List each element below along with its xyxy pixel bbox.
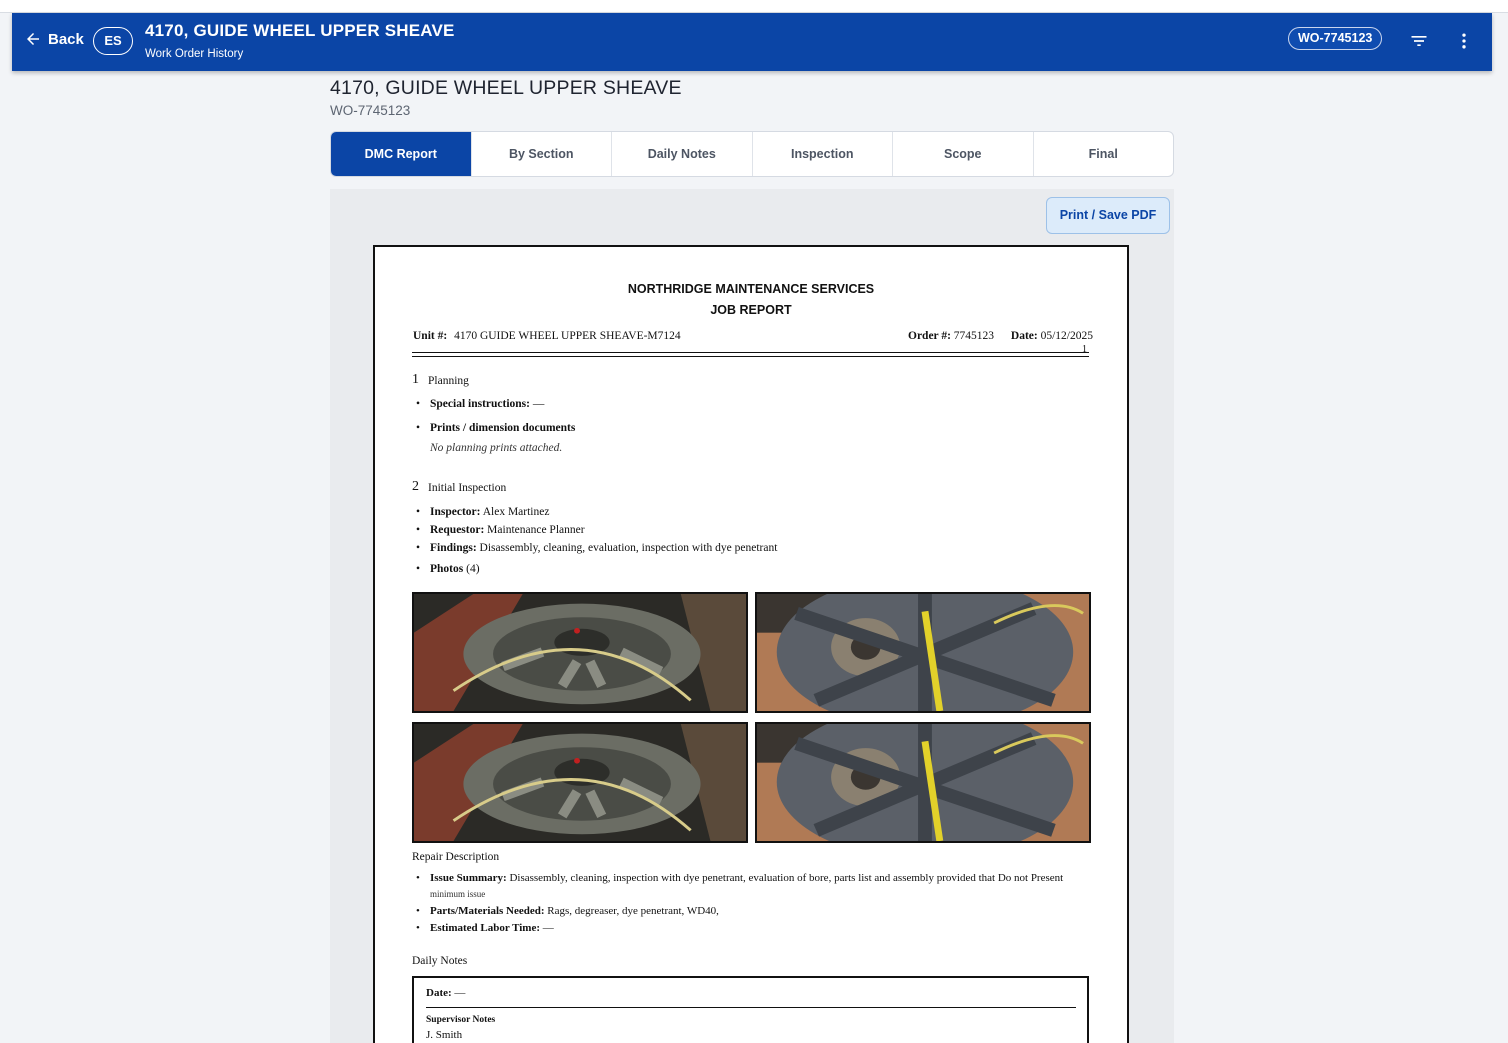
report-doc-title: JOB REPORT (710, 303, 792, 317)
tab-inspection[interactable]: Inspection (753, 132, 894, 176)
findings-value: Disassembly, cleaning, evaluation, inspection with dye penetrant (479, 542, 778, 554)
special-instructions-label: Special instructions: (430, 398, 530, 410)
requestor-label: Requestor: (430, 524, 485, 536)
notes-divider (426, 1007, 1076, 1008)
issue-summary-label: Issue Summary: (430, 872, 507, 884)
inspector-item: • Inspector: Alex Martinez (416, 506, 550, 518)
issue-summary-continued: minimum issue (430, 889, 486, 899)
inspector-label: Inspector: (430, 506, 481, 518)
sheave-photo-image (414, 724, 746, 841)
photos-label: Photos (430, 563, 464, 575)
job-report-document (373, 245, 1129, 1043)
labor-time-item: • Estimated Labor Time: — (416, 922, 554, 934)
back-label: Back (48, 30, 84, 48)
inspection-photo-2[interactable] (755, 592, 1091, 713)
issue-summary-item: • Issue Summary: Disassembly, cleaning, inspection with dye penetrant, evaluation of bore, parts list and assembly provided that Do not Present (416, 872, 1064, 884)
findings-item: • Findings: Disassembly, cleaning, evaluation, inspection with dye penetrant (416, 542, 778, 554)
date-value: 05/12/2025 (1040, 330, 1093, 342)
requestor-item: • Requestor: Maintenance Planner (416, 524, 585, 536)
report-tabs (330, 131, 1174, 177)
section-number-planning: 1 (412, 372, 419, 387)
parts-needed-label: Parts/Materials Needed: (430, 905, 545, 917)
back-button[interactable] (24, 30, 84, 48)
date-label: Date: (1010, 330, 1038, 342)
header-rule-bottom (412, 356, 1089, 357)
notes-date-value: — (454, 987, 466, 999)
header-rule-top (412, 352, 1089, 353)
report-org-name: NORTHRIDGE MAINTENANCE SERVICES (627, 282, 875, 296)
sheave-photo-image (414, 594, 746, 711)
app-bar-subtitle: Work Order History (145, 48, 244, 60)
parts-needed-value: Rags, degreaser, dye penetrant, WD40, (547, 905, 719, 917)
photos-item: • Photos (4) (416, 563, 480, 575)
inspection-photo-1[interactable] (412, 592, 748, 713)
inspection-photo-4[interactable] (755, 722, 1091, 843)
photos-count: (4) (466, 563, 480, 575)
app-bar-title: 4170, GUIDE WHEEL UPPER SHEAVE (145, 21, 455, 40)
order-date-group (908, 330, 1093, 342)
prints-label: Prints / dimension documents (430, 422, 576, 434)
prints-note: No planning prints attached. (430, 442, 563, 454)
window-top-strip (0, 0, 1508, 13)
app-bar (12, 13, 1492, 71)
order-label: Order #: (908, 330, 951, 342)
unit-label: Unit #: (413, 330, 448, 342)
notes-date-label: Date: (426, 987, 452, 999)
findings-label: Findings: (430, 542, 477, 554)
notes-date-row (426, 987, 465, 999)
arrow-left-icon (24, 30, 42, 48)
supervisor-notes-label: Supervisor Notes (426, 1015, 496, 1025)
report-header-row (413, 330, 1093, 342)
page-title: 4170, GUIDE WHEEL UPPER SHEAVE (330, 77, 682, 99)
page-number: 1 (1082, 344, 1087, 355)
order-value: 7745123 (953, 330, 995, 342)
filter-icon[interactable] (1409, 31, 1429, 51)
tab-dmc-report[interactable]: DMC Report (331, 132, 472, 176)
issue-summary-value: Disassembly, cleaning, inspection with dye penetrant, evaluation of bore, parts list and assembly provided that Do not Present (509, 872, 1064, 884)
section-title-inspection: Initial Inspection (428, 482, 507, 494)
sheave-photo-image (757, 724, 1089, 841)
special-instructions-value: — (532, 398, 545, 410)
print-save-pdf-button[interactable]: Print / Save PDF (1046, 197, 1170, 234)
supervisor-notes-value: J. Smith (426, 1029, 463, 1041)
repair-description-title: Repair Description (412, 851, 500, 863)
daily-notes-box (412, 976, 1089, 1043)
sheave-photo-image (757, 594, 1089, 711)
more-vertical-icon[interactable] (1454, 31, 1474, 51)
section-title-planning: Planning (428, 375, 469, 387)
labor-time-value: — (542, 922, 554, 934)
work-order-badge: WO-7745123 (1288, 27, 1382, 50)
daily-notes-title: Daily Notes (412, 955, 468, 967)
inspection-photo-3[interactable] (412, 722, 748, 843)
labor-time-label: Estimated Labor Time: (430, 922, 541, 934)
tab-scope[interactable]: Scope (893, 132, 1034, 176)
parts-needed-item: • Parts/Materials Needed: Rags, degreaser, dye penetrant, WD40, (416, 905, 719, 917)
section-number-inspection: 2 (412, 479, 419, 494)
special-instructions-item: • Special instructions: — (416, 398, 545, 410)
unit-value: 4170 GUIDE WHEEL UPPER SHEAVE-M7124 (454, 330, 681, 342)
tab-final[interactable]: Final (1088, 147, 1118, 161)
requestor-value: Maintenance Planner (487, 524, 585, 536)
language-toggle[interactable]: ES (93, 27, 133, 55)
tab-by-section[interactable]: By Section (472, 132, 613, 176)
inspector-value: Alex Martinez (482, 506, 550, 518)
tab-daily-notes[interactable]: Daily Notes (612, 132, 753, 176)
prints-item: • Prints / dimension documents (416, 422, 576, 434)
page-subtitle: WO-7745123 (330, 103, 411, 118)
